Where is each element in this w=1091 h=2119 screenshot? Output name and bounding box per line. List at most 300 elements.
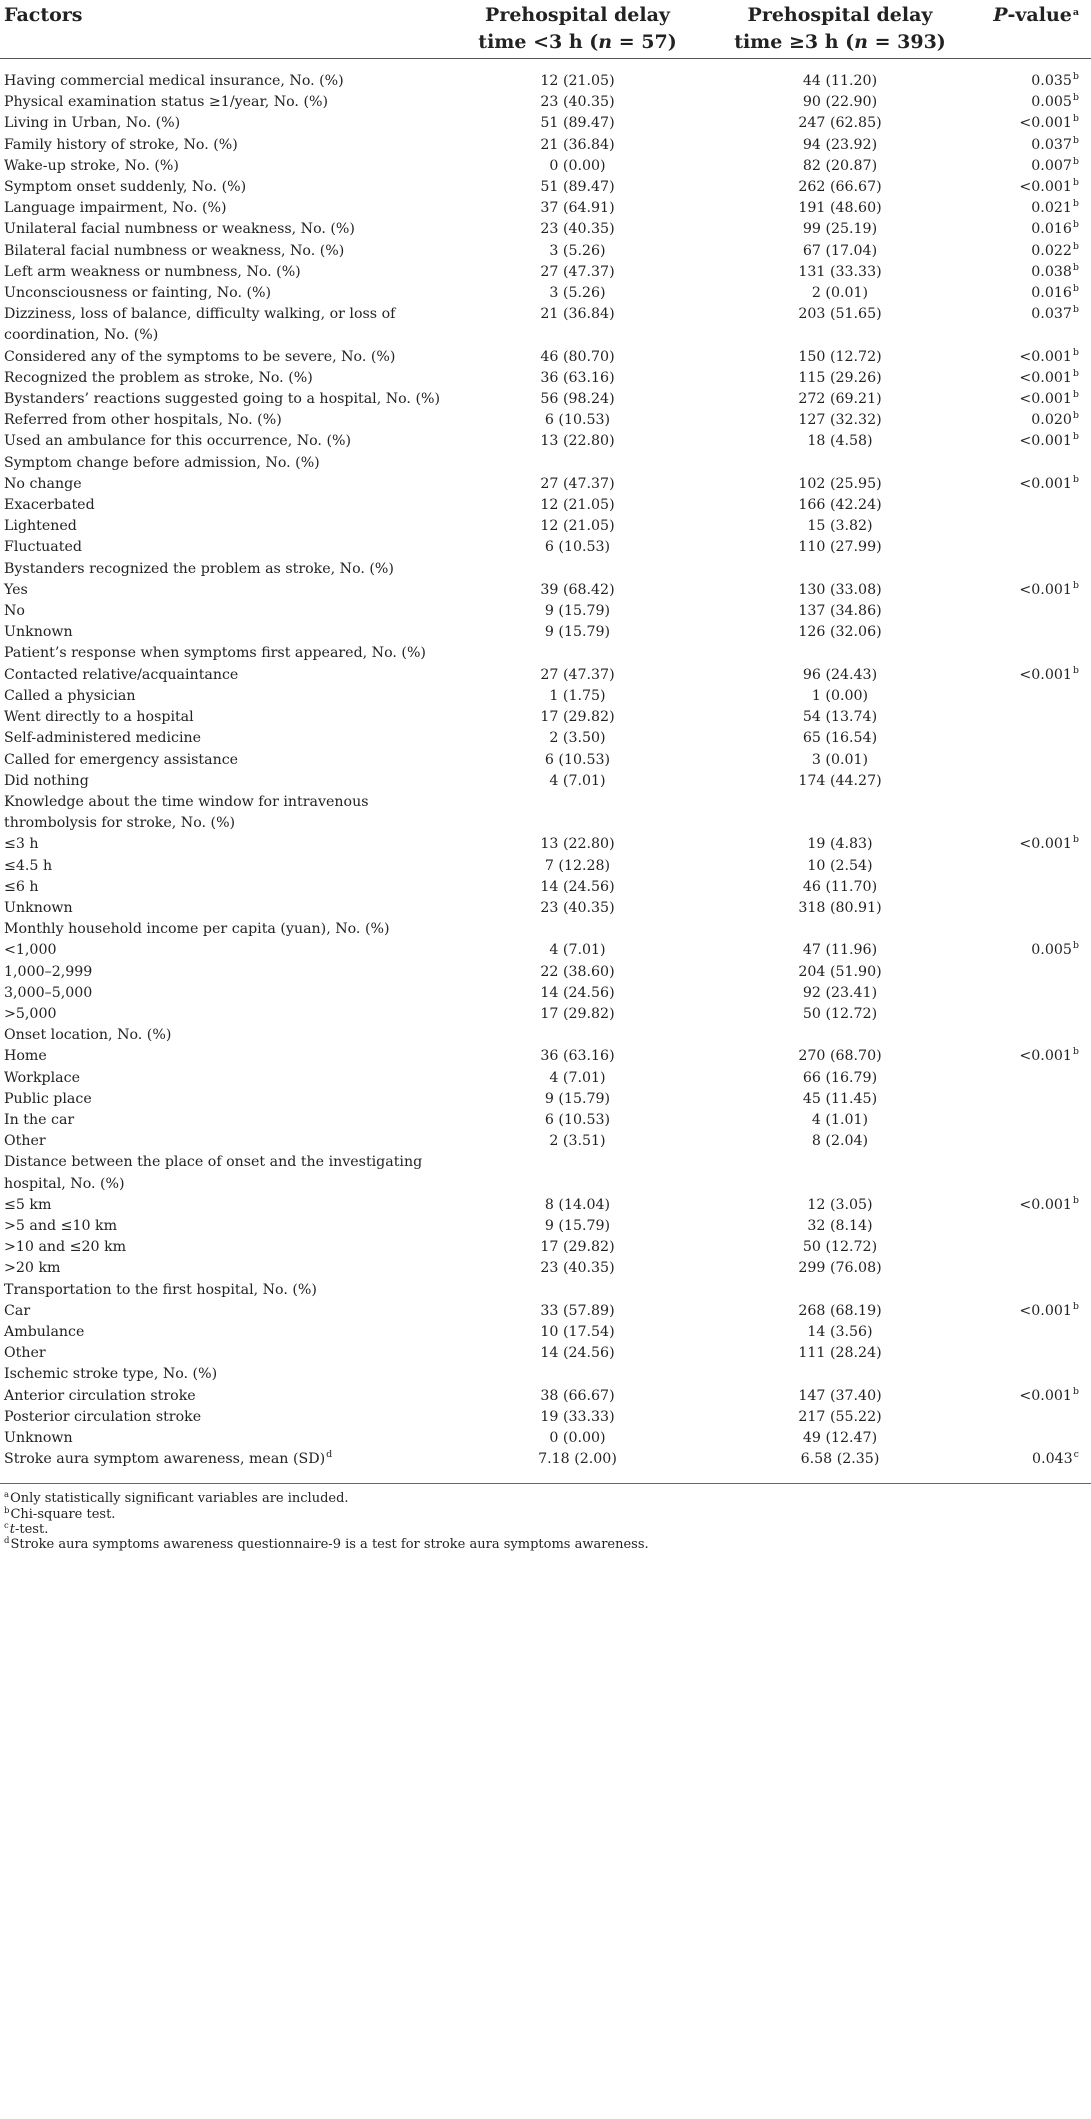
factor-label: No [4,603,25,620]
table-row [0,262,1091,283]
factor-cell [0,940,454,961]
factor-cell [0,1386,454,1407]
under-3h-value: 6 (10.53) [544,539,611,556]
footnote-mark: a [4,1490,10,1501]
over-3h-value: 2 (0.01) [811,285,869,302]
footnote-text: Only statistically significant variables are included. [10,1491,349,1507]
pvalue-cell [979,1131,1091,1152]
table-row [0,347,1091,368]
under-3h-value: 6 (10.53) [544,751,611,768]
factor-cell [0,71,454,92]
under-3h-value: 4 (7.01) [549,772,606,789]
factor-cell [0,962,454,983]
under-3h-value [454,453,701,474]
under-3h-value: 17 (29.82) [540,1239,615,1256]
pvalue: 0.016 [1031,285,1072,302]
factor-cell [0,453,454,474]
under-3h-value: 23 (40.35) [540,899,615,916]
pvalue-test-mark: b [1072,346,1079,358]
over-3h-value: 3 (0.01) [811,751,869,768]
table-row [0,1195,1091,1216]
pvalue-cell [979,1195,1091,1216]
table-row [0,304,1091,346]
table-row [0,1110,1091,1131]
over-3h-value: 82 (20.87) [802,157,878,174]
table-row [0,1301,1091,1322]
over-3h-value: 247 (62.85) [798,115,882,132]
over-3h-value: 115 (29.26) [798,369,882,386]
factor-cell [0,601,454,622]
pvalue-cell [979,580,1091,601]
footnote-mark: d [4,1536,10,1547]
pvalue-test-mark: b [1072,1385,1079,1397]
under-3h-value: 27 (47.37) [540,475,615,492]
pvalue-cell [979,219,1091,240]
factor-cell [0,1216,454,1237]
factor-label: Stroke aura symptom awareness, mean (SD) [4,1451,326,1468]
header-group-under-3h [454,2,701,58]
factor-label: ≤3 h [4,836,39,853]
factor-cell [0,1428,454,1449]
factor-cell [0,856,454,877]
over-3h-value: 44 (11.20) [802,73,878,89]
table-row [0,1407,1091,1428]
over-3h-value: 137 (34.86) [798,603,882,620]
pvalue-test-mark: b [1072,198,1079,210]
table-row [0,962,1091,983]
pvalue: 0.005 [1031,942,1072,959]
factor-label: Monthly household income per capita (yuan), No. (%) [4,921,390,938]
factor-cell [0,580,454,601]
factor-label: Yes [4,581,28,598]
under-3h-value: 23 (40.35) [540,94,615,111]
factor-label: Used an ambulance for this occurrence, No. (%) [4,433,352,450]
over-3h-value: 50 (12.72) [802,1239,878,1256]
pvalue-cell [979,601,1091,622]
factor-label: Knowledge about the time window for intravenous thrombolysis for stroke, No. (%) [4,793,369,832]
pvalue-cell [979,453,1091,474]
factor-label: Ambulance [4,1323,85,1340]
table-row [0,410,1091,431]
factor-cell [0,177,454,198]
over-3h-value: 10 (2.54) [807,857,873,874]
pvalue: 0.007 [1031,157,1072,174]
pvalue-cell [979,1280,1091,1301]
factor-label: Unconsciousness or fainting, No. (%) [4,285,272,302]
pvalue: 0.022 [1031,242,1072,259]
factor-label: >5 and ≤10 km [4,1217,118,1234]
factor-cell [0,877,454,898]
over-3h-value: 268 (68.19) [798,1302,882,1319]
pvalue-test-mark: b [1072,664,1079,676]
pvalue: 0.035 [1031,73,1072,89]
factor-cell [0,262,454,283]
factor-cell [0,1046,454,1067]
table-row [0,1004,1091,1025]
pvalue-test-mark: b [1072,389,1079,401]
table-row [0,601,1091,622]
factor-label: Public place [4,1090,92,1107]
factor-cell [0,283,454,304]
pvalue: <0.001 [1019,581,1072,598]
under-3h-value: 46 (80.70) [540,348,615,365]
factor-label: Patient’s response when symptoms first appeared, No. (%) [4,645,426,662]
over-3h-value: 6.58 (2.35) [800,1451,880,1468]
pvalue-cell [979,283,1091,304]
pvalue-cell [979,919,1091,940]
pvalue-cell [979,304,1091,346]
header-factors [0,2,454,58]
table-row [0,1152,1091,1194]
factor-cell [0,241,454,262]
table-row [0,1068,1091,1089]
pvalue-cell [979,940,1091,961]
factor-label: Workplace [4,1069,80,1086]
pvalue-cell [979,135,1091,156]
factor-label: Bilateral facial numbness or weakness, No. (%) [4,242,345,259]
under-3h-value: 14 (24.56) [540,878,615,895]
pvalue-cell [979,1152,1091,1194]
under-3h-value: 27 (47.37) [540,666,615,683]
over-3h-value: 94 (23.92) [802,136,878,153]
table-row [0,1237,1091,1258]
table-row [0,1449,1091,1470]
factor-label: Language impairment, No. (%) [4,200,227,217]
factor-label: Dizziness, loss of balance, difficulty walking, or loss of coordination, No. (%) [4,306,396,344]
under-3h-value: 23 (40.35) [540,1260,615,1277]
factor-cell [0,113,454,134]
factor-cell [0,389,454,410]
factor-label: ≤6 h [4,878,39,895]
pvalue-test-mark: b [1072,92,1079,104]
factor-cell [0,1343,454,1364]
over-3h-value [701,453,979,474]
pvalue-cell [979,983,1091,1004]
pvalue-cell [979,962,1091,983]
factor-cell [0,771,454,792]
pvalue: 0.038 [1031,263,1072,280]
over-3h-value: 66 (16.79) [802,1069,878,1086]
table-body [0,59,1091,1470]
factor-cell [0,1301,454,1322]
factor-label: 3,000–5,000 [4,984,93,1001]
over-3h-value: 14 (3.56) [807,1323,873,1340]
factor-label: Called a physician [4,687,136,704]
factor-cell [0,983,454,1004]
pvalue-cell [979,410,1091,431]
pvalue-cell [979,1046,1091,1067]
factor-cell [0,219,454,240]
header-factors-label: Factors [4,4,83,26]
under-3h-value: 12 (21.05) [540,73,615,89]
under-3h-value: 17 (29.82) [540,1005,615,1022]
factor-cell [0,686,454,707]
under-3h-value: 22 (38.60) [540,963,615,980]
factor-label: Ischemic stroke type, No. (%) [4,1366,218,1383]
table-row [0,431,1091,452]
factor-cell [0,1110,454,1131]
factor-label: Left arm weakness or numbness, No. (%) [4,263,301,280]
under-3h-value: 38 (66.67) [540,1387,615,1404]
over-3h-value: 130 (33.08) [798,581,882,598]
table-row [0,665,1091,686]
table-row [0,1216,1091,1237]
factor-label: Having commercial medical insurance, No. (%) [4,73,344,89]
factor-label: ≤5 km [4,1196,52,1213]
factor-cell [0,1449,454,1470]
table-row [0,1089,1091,1110]
pvalue-cell [979,792,1091,834]
pvalue-cell [979,1110,1091,1131]
pvalue-cell [979,1258,1091,1279]
over-3h-value: 1 (0.00) [811,687,869,704]
factor-label: Bystanders’ reactions suggested going to a hospital, No. (%) [4,391,441,408]
pvalue: 0.005 [1031,94,1072,111]
under-3h-value: 23 (40.35) [540,221,615,238]
table-header [0,2,1091,59]
over-3h-value: 111 (28.24) [798,1345,882,1362]
over-3h-value: 299 (76.08) [798,1260,882,1277]
pvalue-cell [979,665,1091,686]
table-row [0,983,1091,1004]
table-row [0,177,1091,198]
header-group1-line2: time <3 h (n = 57) [478,31,677,53]
factor-cell [0,1195,454,1216]
pvalue-test-mark: b [1072,71,1079,82]
over-3h-value: 204 (51.90) [798,963,882,980]
table-row [0,113,1091,134]
factor-cell [0,707,454,728]
over-3h-value: 270 (68.70) [798,1048,882,1065]
under-3h-value: 51 (89.47) [540,115,615,132]
under-3h-value: 14 (24.56) [540,1345,615,1362]
table-row [0,1343,1091,1364]
table-row [0,135,1091,156]
under-3h-value: 27 (47.37) [540,263,615,280]
pvalue-cell [979,262,1091,283]
pvalue-test-mark: b [1072,473,1079,485]
factor-label: ≤4.5 h [4,857,53,874]
pvalue-cell [979,1407,1091,1428]
factor-label: Recognized the problem as stroke, No. (%) [4,369,313,386]
factor-cell [0,1322,454,1343]
factor-label: Physical examination status ≥1/year, No. (%) [4,94,328,111]
header-pvalue: P-value$^a$ [993,4,1079,26]
table-row [0,792,1091,834]
over-3h-value [701,1280,979,1301]
over-3h-value: 147 (37.40) [798,1387,882,1404]
over-3h-value: 110 (27.99) [798,539,882,556]
pvalue-test-mark: b [1072,155,1079,167]
factor-label: Living in Urban, No. (%) [4,115,181,132]
under-3h-value: 9 (15.79) [544,1090,611,1107]
factor-cell [0,410,454,431]
pvalue-cell [979,559,1091,580]
under-3h-value: 56 (98.24) [540,391,615,408]
over-3h-value: 96 (24.43) [802,666,878,683]
table-row [0,622,1091,643]
pvalue-cell [979,1343,1091,1364]
factor-label: Symptom change before admission, No. (%) [4,454,320,471]
table-row [0,771,1091,792]
table-row [0,1258,1091,1279]
factor-cell [0,474,454,495]
pvalue: <0.001 [1019,1196,1072,1213]
table-row [0,643,1091,664]
under-3h-value: 9 (15.79) [544,624,611,641]
table-footnotes [0,1484,1091,1552]
table-row [0,92,1091,113]
footnote [4,1537,1091,1552]
pvalue-cell [979,1428,1091,1449]
under-3h-value [454,1364,701,1385]
factor-cell [0,304,454,346]
factor-cell [0,198,454,219]
table-row [0,368,1091,389]
over-3h-value: 65 (16.54) [802,730,878,747]
over-3h-value: 166 (42.24) [798,497,882,514]
over-3h-value: 54 (13.74) [802,709,878,726]
factor-label: Car [4,1302,31,1319]
pvalue-cell [979,347,1091,368]
factor-cell [0,368,454,389]
pvalue-cell [979,431,1091,452]
over-3h-value: 217 (55.22) [798,1408,882,1425]
factor-cell [0,1089,454,1110]
under-3h-value: 8 (14.04) [544,1196,611,1213]
factor-cell [0,537,454,558]
table-row [0,537,1091,558]
table-row [0,559,1091,580]
over-3h-value: 19 (4.83) [807,836,873,853]
factor-cell [0,643,454,664]
factor-label: Bystanders recognized the problem as stroke, No. (%) [4,560,394,577]
factor-cell [0,750,454,771]
pvalue-cell [979,643,1091,664]
factor-cell [0,156,454,177]
factor-label: >5,000 [4,1005,57,1022]
over-3h-value: 272 (69.21) [798,391,882,408]
factor-footnote-mark: d [326,1449,333,1461]
table-row [0,919,1091,940]
table-row [0,728,1091,749]
factor-cell [0,898,454,919]
pvalue-cell [979,198,1091,219]
table-row [0,1131,1091,1152]
under-3h-value: 7.18 (2.00) [538,1451,617,1468]
over-3h-value: 4 (1.01) [811,1111,869,1128]
factor-label: 1,000–2,999 [4,963,93,980]
factor-label: Exacerbated [4,497,95,514]
over-3h-value: 47 (11.96) [802,942,878,959]
over-3h-value: 67 (17.04) [802,242,878,259]
over-3h-value [701,1152,979,1194]
under-3h-value: 39 (68.42) [540,581,615,598]
over-3h-value: 262 (66.67) [798,179,882,196]
pvalue-test-mark: b [1072,261,1079,273]
pvalue: <0.001 [1019,1387,1072,1404]
over-3h-value: 92 (23.41) [802,984,878,1001]
table-row [0,580,1091,601]
pvalue: <0.001 [1019,348,1072,365]
table-row [0,283,1091,304]
factor-cell [0,1258,454,1279]
pvalue-cell [979,156,1091,177]
factor-cell [0,1068,454,1089]
under-3h-value [454,559,701,580]
under-3h-value [454,919,701,940]
over-3h-value: 318 (80.91) [798,899,882,916]
under-3h-value [454,1025,701,1046]
under-3h-value: 13 (22.80) [540,433,615,450]
header-group1-line1: Prehospital delay [485,4,670,26]
pvalue-test-mark: b [1072,1300,1079,1312]
over-3h-value: 8 (2.04) [811,1133,869,1150]
factor-cell [0,665,454,686]
pvalue: <0.001 [1019,666,1072,683]
under-3h-value: 19 (33.33) [540,1408,615,1425]
pvalue-test-mark: b [1072,177,1079,189]
footnote [4,1491,1091,1506]
under-3h-value: 3 (5.26) [549,285,606,302]
factor-label: Other [4,1345,46,1362]
table-row [0,1428,1091,1449]
pvalue-cell [979,368,1091,389]
pvalue: <0.001 [1019,1302,1072,1319]
pvalue-cell [979,1089,1091,1110]
factor-cell [0,347,454,368]
under-3h-value: 36 (63.16) [540,1048,615,1065]
table-row [0,750,1091,771]
header-group2-line1: Prehospital delay [747,4,933,26]
under-3h-value: 0 (0.00) [549,157,606,174]
factor-cell [0,1152,454,1194]
pvalue-cell [979,1216,1091,1237]
pvalue-test-mark: b [1072,834,1079,846]
table-row [0,1280,1091,1301]
table-row [0,156,1091,177]
pvalue-cell [979,1237,1091,1258]
under-3h-value: 14 (24.56) [540,984,615,1001]
under-3h-value: 0 (0.00) [549,1430,606,1446]
pvalue-cell [979,1004,1091,1025]
under-3h-value: 37 (64.91) [540,200,615,217]
header-row [0,2,1091,58]
over-3h-value: 150 (12.72) [798,348,882,365]
factor-label: Family history of stroke, No. (%) [4,136,238,153]
table-row [0,1322,1091,1343]
factor-label: >10 and ≤20 km [4,1239,127,1256]
over-3h-value: 45 (11.45) [802,1090,878,1107]
under-3h-value: 7 (12.28) [544,857,611,874]
table-row [0,877,1091,898]
pvalue: <0.001 [1019,433,1072,450]
factor-label: Unknown [4,624,73,641]
pvalue-cell [979,1386,1091,1407]
footnote-text: -test. [15,1521,49,1537]
pvalue: 0.037 [1031,306,1072,323]
table-row [0,1046,1091,1067]
pvalue-cell [979,898,1091,919]
pvalue-cell [979,537,1091,558]
factor-label: Self-administered medicine [4,730,202,747]
factor-label: >20 km [4,1260,61,1277]
under-3h-value: 36 (63.16) [540,369,615,386]
over-3h-value: 12 (3.05) [807,1196,873,1213]
factor-cell [0,495,454,516]
pvalue-cell [979,877,1091,898]
over-3h-value: 46 (11.70) [802,878,878,895]
